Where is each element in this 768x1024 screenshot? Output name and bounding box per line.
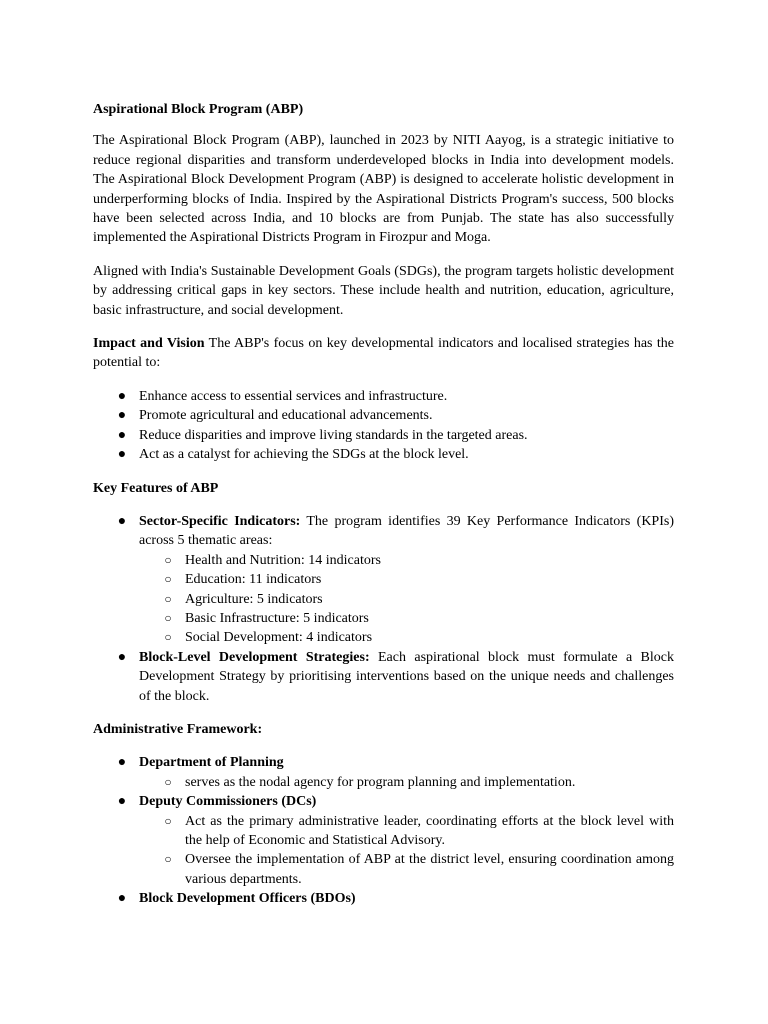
admin-list xyxy=(93,753,674,908)
hollow-bullet-icon: ○ xyxy=(164,630,172,645)
list-item-block-strategies: ● Block-Level Development Strategies: Each aspirational block must formulate a Block Development Strategy by prioritising interventions based on the unique needs and challenges of the block. xyxy=(93,648,674,706)
document-page xyxy=(93,100,674,909)
bullet-icon: ● xyxy=(117,755,127,771)
list-item-deputy-commissioners: ● Deputy Commissioners (DCs) ○ Act as the primary administrative leader, coordinating efforts at the block level with the help of Economic and Statistical Advisory. ○ Oversee the implementation of ABP at the district level, ensuring coordination among various departments. xyxy=(93,792,674,889)
list-item-dept-planning: ● Department of Planning ○ serves as the nodal agency for program planning and implementation. xyxy=(93,753,674,792)
sub-list-item: ○ Act as the primary administrative leader, coordinating efforts at the block level with the help of Economic and Statistical Advisory. xyxy=(139,812,674,851)
hollow-bullet-icon: ○ xyxy=(164,591,172,606)
impact-paragraph xyxy=(93,334,674,373)
list-item-sector-indicators: ● Sector-Specific Indicators: The program identifies 39 Key Performance Indicators (KPIs) across 5 thematic areas: ○ Health and Nutrition: 14 indicators ○ Education: 11 indicators ○ Agriculture: 5 indicators ○ Basic Infrastructure: 5 indicators ○ Social Development: 4 indicators xyxy=(93,512,674,648)
bullet-icon: ● xyxy=(117,649,127,665)
bullet-icon: ● xyxy=(117,794,127,810)
list-item: ● Reduce disparities and improve living standards in the targeted areas. xyxy=(93,426,674,445)
sub-list-item: ○ Social Development: 4 indicators xyxy=(139,628,674,647)
planning-subitems xyxy=(139,773,674,792)
bullet-icon: ● xyxy=(117,388,127,404)
list-item: ● Enhance access to essential services and infrastructure. xyxy=(93,387,674,406)
sub-list-item: ○ Basic Infrastructure: 5 indicators xyxy=(139,609,674,628)
bullet-icon: ● xyxy=(117,427,127,443)
list-item-bdos: ● Block Development Officers (BDOs) xyxy=(93,889,674,908)
list-item: ● Act as a catalyst for achieving the SDGs at the block level. xyxy=(93,445,674,464)
sub-list-item: ○ serves as the nodal agency for program planning and implementation. xyxy=(139,773,674,792)
bullet-icon: ● xyxy=(117,891,127,907)
impact-list xyxy=(93,387,674,465)
hollow-bullet-icon: ○ xyxy=(164,813,172,828)
list-item: ● Promote agricultural and educational advancements. xyxy=(93,406,674,425)
sector-subitems xyxy=(139,551,674,648)
hollow-bullet-icon: ○ xyxy=(164,852,172,867)
intro-paragraph-2: Aligned with India's Sustainable Development Goals (SDGs), the program targets holistic development by addressing critical gaps in key sectors. These include health and nutrition, education, agriculture, basic infrastructure, and social development. xyxy=(93,263,674,318)
hollow-bullet-icon: ○ xyxy=(164,610,172,625)
impact-label: Impact and Vision xyxy=(93,336,205,352)
hollow-bullet-icon: ○ xyxy=(164,572,172,587)
sub-list-item: ○ Health and Nutrition: 14 indicators xyxy=(139,551,674,570)
sub-list-item: ○ Education: 11 indicators xyxy=(139,570,674,589)
sub-list-item: ○ Oversee the implementation of ABP at the district level, ensuring coordination among various departments. xyxy=(139,850,674,889)
hollow-bullet-icon: ○ xyxy=(164,552,172,567)
document-title: Aspirational Block Program (ABP) xyxy=(93,102,304,117)
sub-list-item: ○ Agriculture: 5 indicators xyxy=(139,590,674,609)
impact-text: The ABP's focus on key developmental indicators and localised strategies has the potential to: xyxy=(93,336,674,371)
key-features-heading: Key Features of ABP xyxy=(93,480,219,496)
intro-paragraph-1: The Aspirational Block Program (ABP), launched in 2023 by NITI Aayog, is a strategic initiative to reduce regional disparities and transform underdeveloped blocks in India into development models. The Aspirational Block Development Program (ABP) is designed to accelerate holistic development in underperforming blocks of India. Inspired by the Aspirational Districts Program's success, 500 blocks have been selected across India, and 10 blocks are from Punjab. The state has also successfully implemented the Aspirational Districts Program in Firozpur and Moga. xyxy=(93,133,674,246)
dcs-subitems xyxy=(139,812,674,890)
admin-heading: Administrative Framework: xyxy=(93,721,263,737)
bullet-icon: ● xyxy=(117,447,127,463)
hollow-bullet-icon: ○ xyxy=(164,774,172,789)
bullet-icon: ● xyxy=(117,513,127,529)
key-features-list xyxy=(93,512,674,706)
bullet-icon: ● xyxy=(117,408,127,424)
